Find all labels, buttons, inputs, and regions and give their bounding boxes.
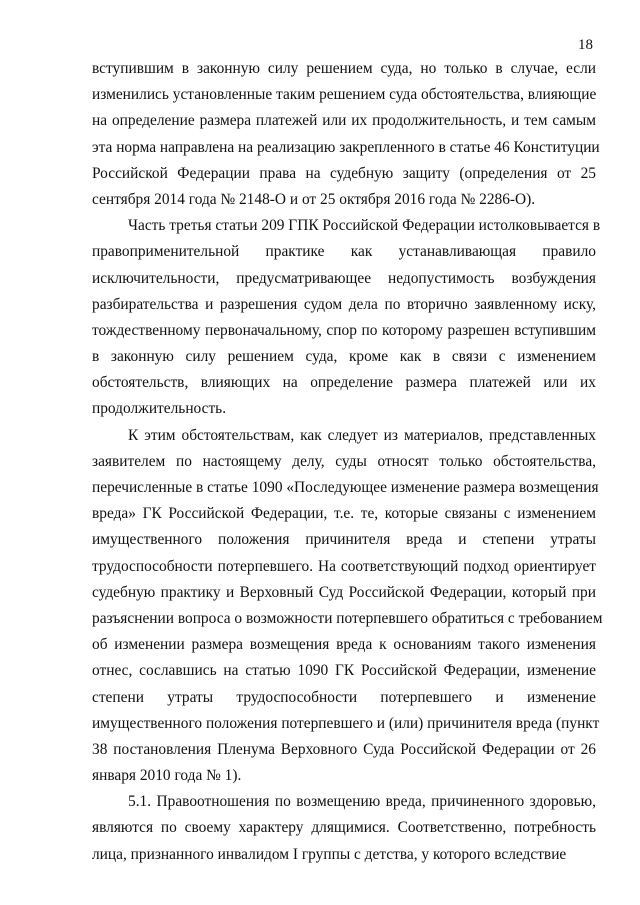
text-line: являются по своему характеру длящимися. Соответственно, потребность: [92, 819, 596, 837]
text-line: изменились установленные таким решением суда обстоятельства, влияющие: [92, 86, 597, 104]
text-line: имущественного положения потерпевшего и (или) причинителя вреда (пункт: [92, 714, 600, 732]
text-line: обстоятельств, влияющих на определение размера платежей или их: [92, 374, 596, 392]
text-line: 38 постановления Пленума Верховного Суда Российской Федерации от 26: [92, 740, 596, 758]
text-line: об изменении размера возмещения вреда к основаниям такого изменения: [92, 636, 596, 654]
text-line: судебную практику и Верховный Суд Российской Федерации, который при: [92, 583, 596, 601]
paragraph: [92, 423, 603, 790]
text-line: вреда» ГК Российской Федерации, т.е. те, которые связаны с изменением: [92, 505, 596, 523]
text-line: Часть третья статьи 209 ГПК Российской Федерации истолковывается в: [128, 217, 601, 235]
text-line: на определение размера платежей или их продолжительность, и тем самым: [92, 112, 596, 130]
text-line: сентября 2014 года № 2148-О и от 25 октября 2016 года № 2286-О).: [92, 190, 536, 208]
text-line: отнес, сославшись на статью 1090 ГК Российской Федерации, изменение: [92, 662, 596, 680]
text-line: степени утраты трудоспособности потерпевшего и изменение: [92, 688, 596, 706]
text-line: исключительности, предусматривающее недопустимость возбуждения: [92, 269, 596, 287]
paragraph: [92, 56, 600, 213]
text-line: разъяснении вопроса о возможности потерпевшего обратиться с требованием: [92, 609, 603, 627]
text-line: продолжительность.: [92, 400, 227, 418]
paragraph: [92, 213, 601, 423]
page-number: 18: [578, 37, 593, 53]
paragraph: [92, 789, 596, 868]
text-line: тождественному первоначальному, спор по которому разрешен вступившим: [92, 321, 596, 339]
text-line: 5.1. Правоотношения по возмещению вреда, причиненного здоровью,: [128, 793, 596, 811]
text-line: в законную силу решением суда, кроме как в связи с изменением: [92, 348, 596, 366]
document-body: [92, 56, 603, 868]
text-line: имущественного положения причинителя вреда и степени утраты: [92, 531, 596, 549]
text-line: вступившим в законную силу решением суда, но только в случае, если: [92, 60, 596, 77]
text-line: К этим обстоятельствам, как следует из материалов, представленных: [128, 426, 596, 444]
text-line: Российской Федерации права на судебную защиту (определения от 25: [92, 164, 596, 182]
text-line: разбирательства и разрешения судом дела по вторично заявленному иску,: [92, 295, 596, 313]
text-line: перечисленные в статье 1090 «Последующее изменение размера возмещения: [92, 479, 599, 496]
text-line: лица, признанного инвалидом I группы с детства, у которого вследствие: [92, 845, 567, 863]
text-line: заявителем по настоящему делу, суды относят только обстоятельства,: [92, 452, 596, 470]
text-line: января 2010 года № 1).: [92, 767, 242, 785]
text-line: правоприменительной практике как устанавливающая правило: [92, 243, 596, 261]
text-line: трудоспособности потерпевшего. На соответствующий подход ориентирует: [92, 557, 596, 575]
text-line: эта норма направлена на реализацию закрепленного в статье 46 Конституции: [92, 138, 600, 156]
